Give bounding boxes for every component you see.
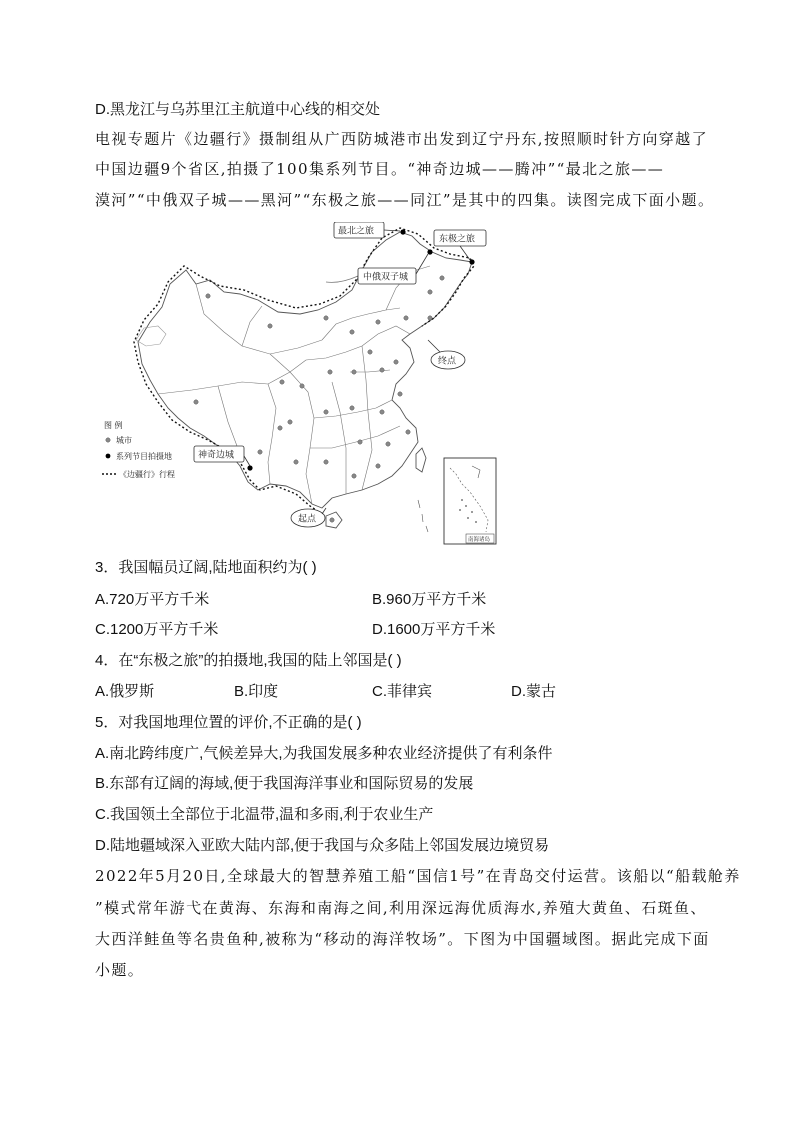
question-4-option-c[interactable]: C.菲律宾 [372,683,433,700]
label-north-trip [334,222,400,238]
passage-2-line-4: 小题。 [95,961,145,979]
passage-2-line-3: 大西洋鲑鱼等名贵鱼种,被称为“移动的海洋牧场”。下图为中国疆域图。据此完成下面 [95,930,710,948]
svg-text:最北之旅: 最北之旅 [338,226,375,237]
passage-2-line-1: 2022年5月20日,全球最大的智慧养殖工船“国信1号”在青岛交付运营。该船以“船载舱养 [95,867,741,885]
question-5-option-a[interactable]: A.南北跨纬度广,气候差异大,为我国发展多种农业经济提供了有利条件 [95,745,553,762]
label-start-point [291,508,326,527]
svg-text:城市: 城市 [116,436,132,445]
question-5-option-b[interactable]: B.东部有辽阔的海域,便于我国海洋事业和国际贸易的发展 [95,775,474,792]
question-4-option-a[interactable]: A.俄罗斯 [95,683,155,700]
question-3-option-c[interactable]: C.1200万平方千米 [95,621,219,638]
svg-text:南海诸岛: 南海诸岛 [468,537,491,543]
question-4-option-b[interactable]: B.印度 [234,683,279,700]
china-outline [138,232,472,508]
city-dots [194,276,444,522]
intro-line-1: 电视专题片《边疆行》摄制组从广西防城港市出发到辽宁丹东,按照顺时针方向穿越了 [95,130,708,148]
option-d-previous: D.黑龙江与乌苏里江主航道中心线的相交处 [95,101,381,118]
svg-text:起点: 起点 [298,514,317,525]
lake [136,326,166,346]
label-end-point [428,340,465,369]
question-3-option-d[interactable]: D.1600万平方千米 [372,621,496,638]
svg-text:《边疆行》行程: 《边疆行》行程 [119,470,175,479]
china-map-figure [100,222,502,548]
question-3-option-b[interactable]: B.960万平方千米 [372,591,487,608]
passage-2-line-2: ”模式常年游弋在黄海、东海和南海之间,利用深远海优质海水,养殖大黄鱼、石斑鱼、 [95,899,707,917]
map-legend [102,420,175,479]
question-4-option-d[interactable]: D.蒙古 [511,683,557,700]
question-4-stem: 4．在“东极之旅”的拍摄地,我国的陆上邻国是( ) [95,652,402,669]
question-5-option-c[interactable]: C.我国领土全部位于北温带,温和多雨,利于农业生产 [95,806,434,823]
label-twin-city [326,254,428,284]
label-tengchong [194,446,250,466]
question-5-stem: 5．对我国地理位置的评价,不正确的是( ) [95,714,362,731]
taiwan-island [416,448,426,472]
svg-text:终点: 终点 [438,356,457,367]
svg-text:系列节目拍摄地: 系列节目拍摄地 [116,452,172,461]
intro-line-3: 漠河”“中俄双子城——黑河”“东极之旅——同江”是其中的四集。读图完成下面小题。 [95,191,715,209]
svg-text:中俄双子城: 中俄双子城 [363,272,409,283]
question-3-option-a[interactable]: A.720万平方千米 [95,591,210,608]
svg-text:图 例: 图 例 [104,421,123,430]
filming-site-dots [247,229,474,470]
south-china-sea-inset [418,458,496,544]
question-5-option-d[interactable]: D.陆地疆域深入亚欧大陆内部,便于我国与众多陆上邻国发展边境贸易 [95,837,550,854]
intro-line-2: 中国边疆9个省区,拍摄了100集系列节目。“神奇边城——腾冲”“最北之旅—— [95,160,665,178]
svg-text:神奇边城: 神奇边城 [198,450,235,461]
question-3-stem: 3．我国幅员辽阔,陆地面积约为( ) [95,559,317,576]
svg-text:东极之旅: 东极之旅 [439,234,476,245]
label-east-trip [434,230,486,260]
